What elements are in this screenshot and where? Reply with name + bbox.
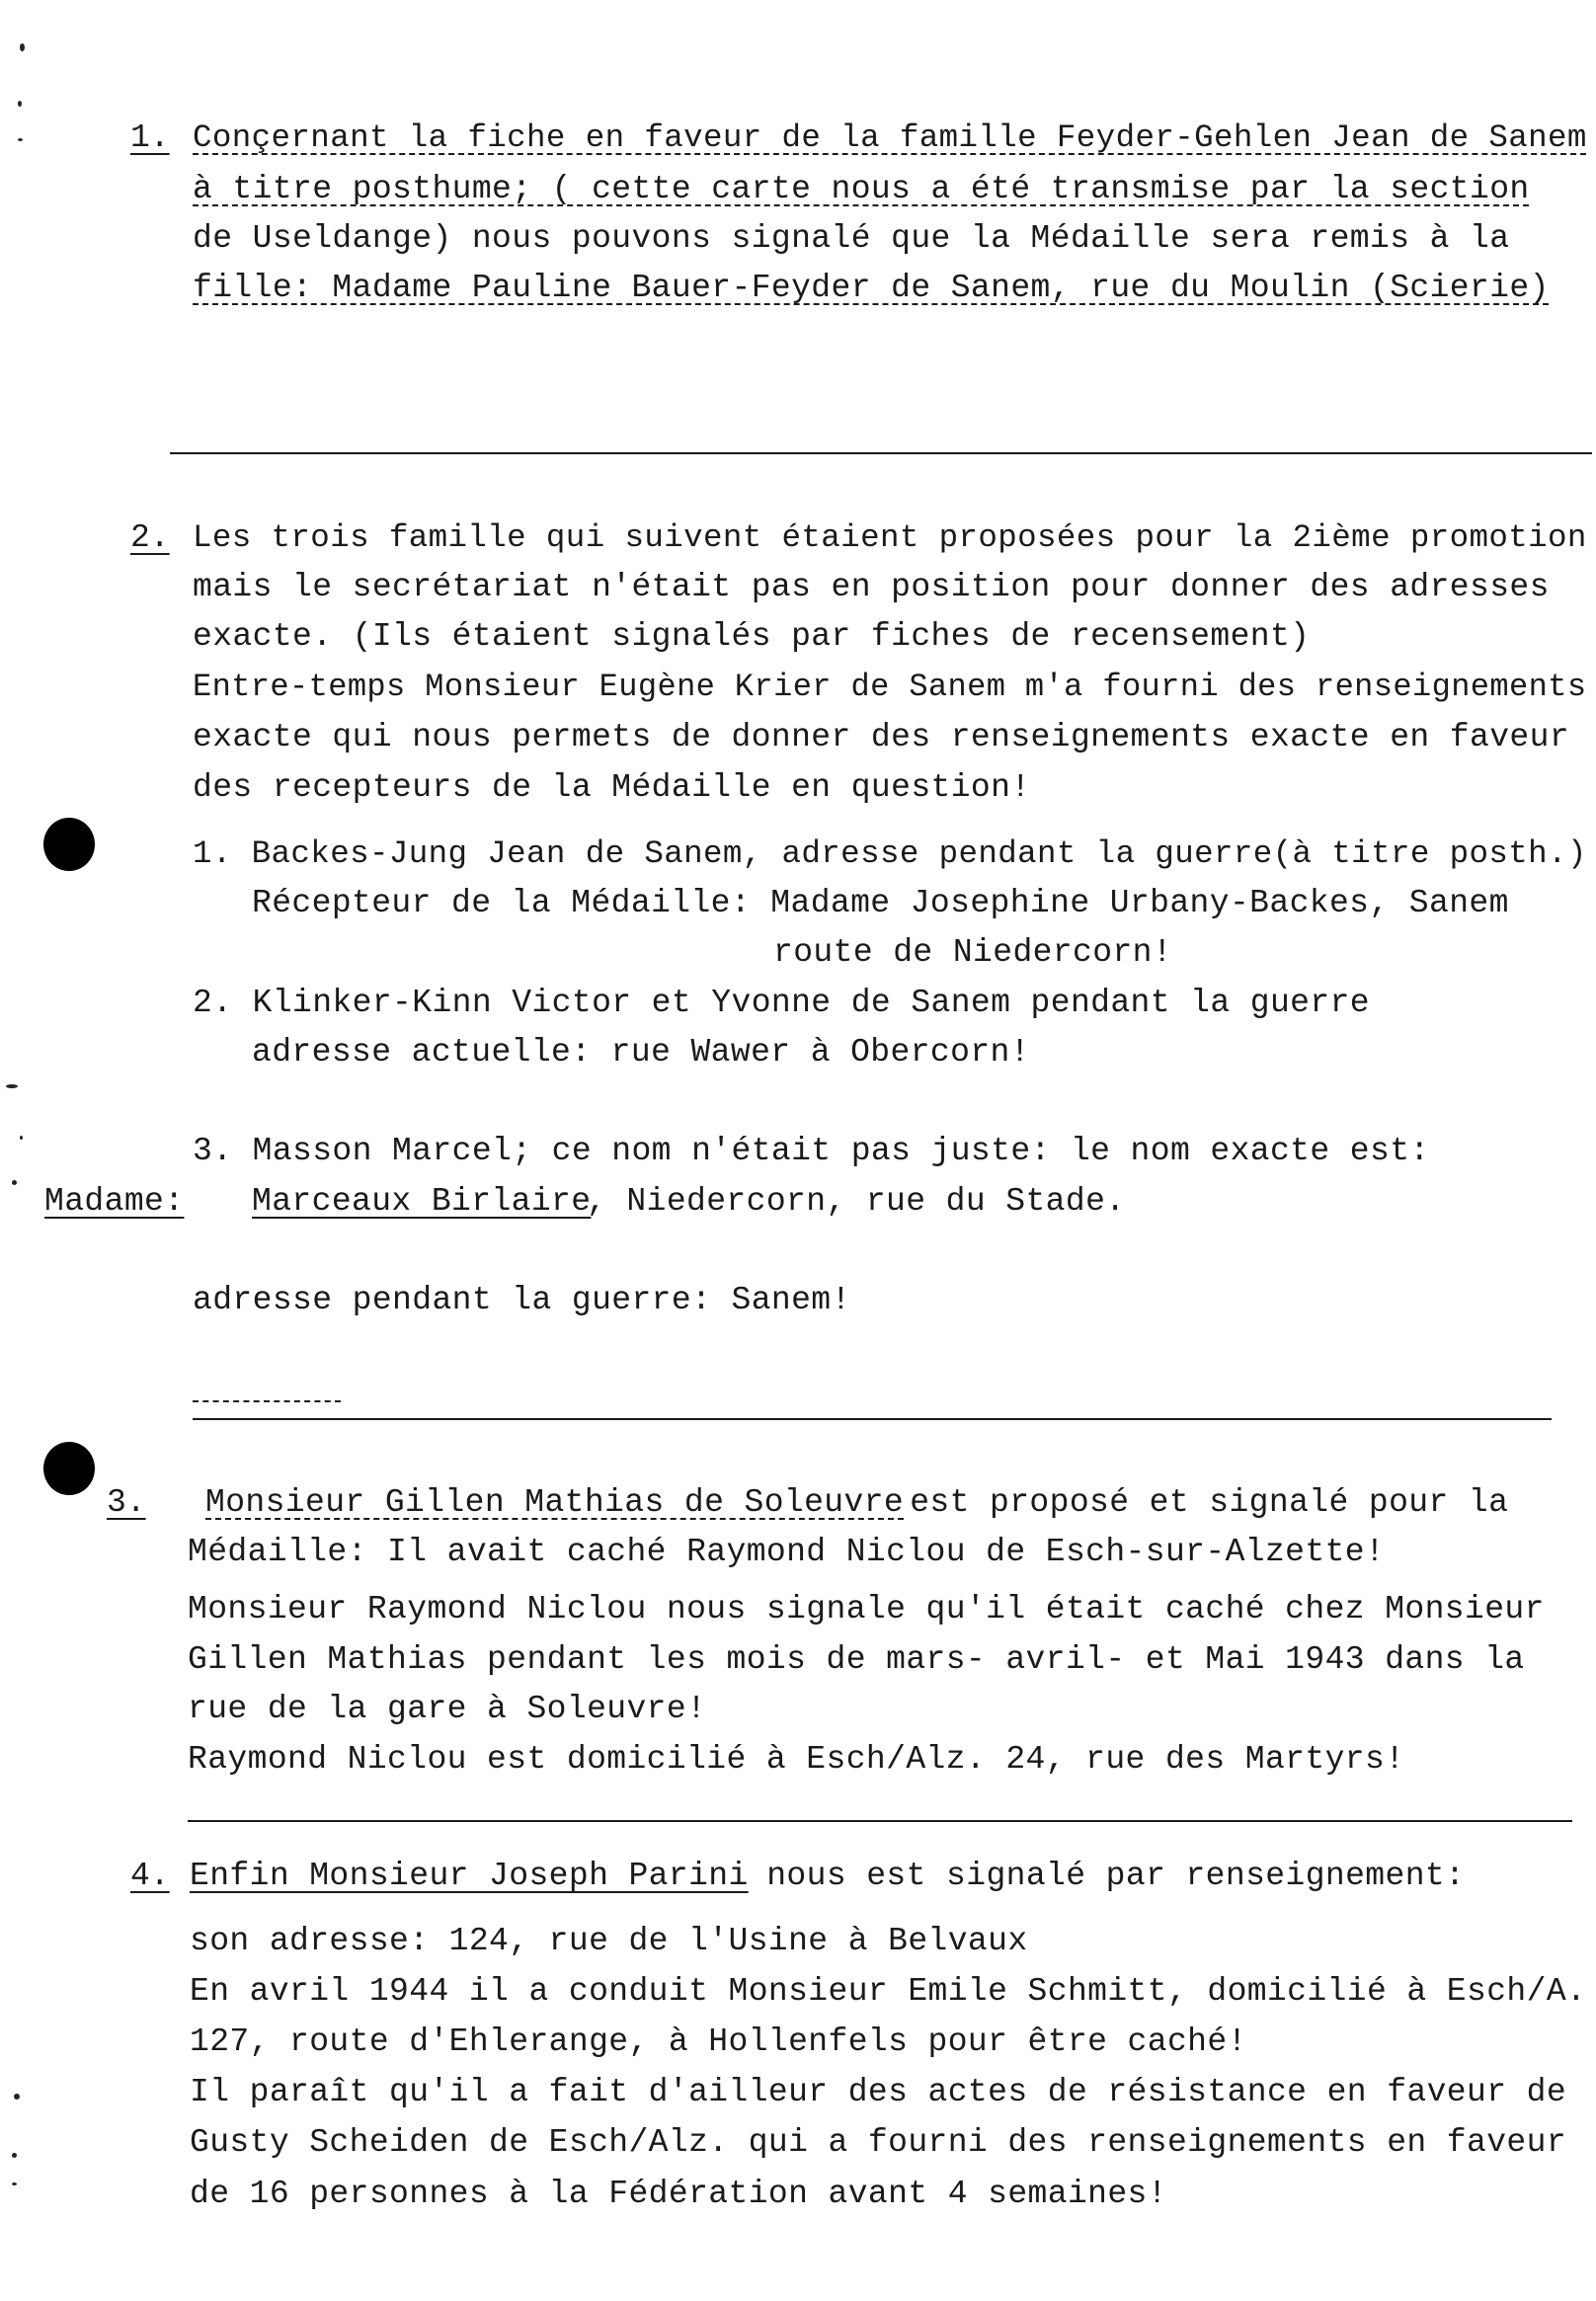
section-divider [170,452,1592,454]
section-1-line: Conçernant la fiche en faveur de la famille Feyder-Gehlen Jean de Sanem [193,119,1587,156]
section-2-line: des recepteurs de la Médaille en question! [193,769,1031,806]
list-item: route de Niedercorn! [773,934,1173,971]
recipient-name: Marceaux Birlaire [252,1183,592,1220]
list-item: Récepteur de la Médaille: Madame Josephine Urbany-Backes, Sanem [252,885,1509,921]
margin-speck [6,1084,18,1088]
section-3-line: est proposé et signalé pour la [890,1484,1509,1521]
section-4-line: 127, route d'Ehlerange, à Hollenfels pour être caché! [190,2023,1247,2060]
section-1-line: à titre posthume; ( cette carte nous a été transmise par la section [193,171,1530,207]
section-1-number: 1. [130,119,170,156]
section-4-name: Enfin Monsieur Joseph Parini [190,1858,749,1894]
section-2-line: mais le secrétariat n'était pas en position pour donner des adresses [193,569,1550,605]
margin-speck [20,43,25,51]
section-2-line: exacte qui nous permets de donner des renseignements exacte en faveur [193,719,1570,755]
section-4-line: Il paraît qu'il a fait d'ailleur des actes de résistance en faveur de [190,2074,1567,2110]
section-1-line: fille: Madame Pauline Bauer-Feyder de Sanem, rue du Moulin (Scierie) [193,270,1550,306]
section-3-line: Gillen Mathias pendant les mois de mars- avril- et Mai 1943 dans la [188,1641,1525,1678]
list-item: 2. Klinker-Kinn Victor et Yvonne de Sanem pendant la guerre [193,985,1370,1021]
margin-speck [20,1136,23,1140]
margin-speck [12,2153,17,2158]
margin-speck [14,2094,20,2100]
margin-speck [12,1180,17,1185]
section-2-number: 2. [130,519,170,556]
section-4-line: En avril 1944 il a conduit Monsieur Emile Schmitt, domicilié à Esch/A. [190,1973,1587,2010]
section-2-line: exacte. (Ils étaient signalés par fiches de recensement) [193,618,1311,655]
margin-speck [18,138,23,141]
recipient-address: , Niedercorn, rue du Stade. [587,1183,1126,1220]
section-4-number: 4. [130,1858,170,1894]
section-2-line: Entre-temps Monsieur Eugène Krier de Sanem m'a fourni des renseignements [193,669,1587,705]
section-divider [193,1418,1552,1420]
recipient-label: Madame: [44,1183,185,1220]
section-divider [188,1820,1572,1822]
list-item: adresse actuelle: rue Wawer à Obercorn! [252,1034,1030,1071]
section-4-line: Gusty Scheiden de Esch/Alz. qui a fourni des renseignements en faveur [190,2124,1567,2161]
section-3-name: Monsieur Gillen Mathias de Soleuvre [205,1484,905,1521]
section-3-line: Médaille: Il avait caché Raymond Niclou de Esch-sur-Alzette! [188,1534,1386,1570]
section-4-line: son adresse: 124, rue de l'Usine à Belvaux [190,1923,1028,1959]
section-4-line: de 16 personnes à la Fédération avant 4 semaines! [190,2176,1167,2212]
section-4-line: nous est signalé par renseignement: [747,1858,1466,1894]
list-item: 1. Backes-Jung Jean de Sanem, adresse pendant la guerre(à titre posth.) [193,835,1587,872]
section-2-line: Les trois famille qui suivent étaient proposées pour la 2ième promotion [193,519,1587,556]
section-1-line: de Useldange) nous pouvons signalé que la Médaille sera remis à la [193,220,1510,257]
punch-hole [43,818,95,871]
section-3-number: 3. [107,1484,146,1521]
list-item: adresse pendant la guerre: Sanem! [193,1282,851,1318]
list-item: 3. Masson Marcel; ce nom n'était pas juste: le nom exacte est: [193,1133,1430,1169]
punch-hole [43,1442,95,1495]
section-3-line: Monsieur Raymond Niclou nous signale qu'il était caché chez Monsieur [188,1591,1545,1627]
margin-speck [12,2182,17,2185]
section-3-line: Raymond Niclou est domicilié à Esch/Alz. 24, rue des Martyrs! [188,1741,1405,1778]
short-dashed-rule [193,1400,341,1402]
section-3-line: rue de la gare à Soleuvre! [188,1691,707,1727]
margin-speck [18,101,22,107]
